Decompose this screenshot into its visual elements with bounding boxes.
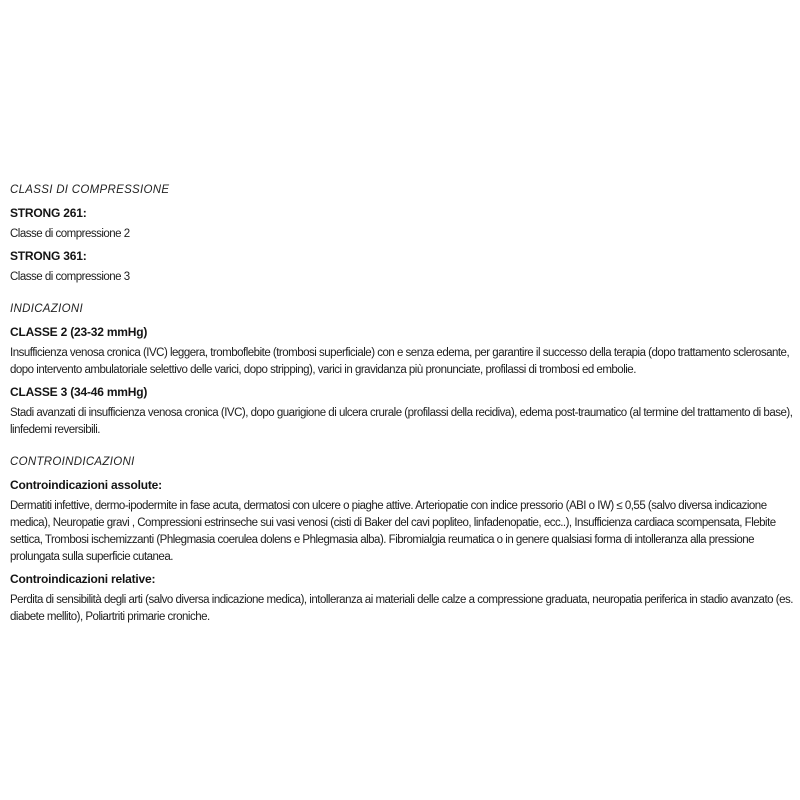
section-indicazioni — [10, 302, 794, 439]
paragraph-controindicazioni-assolute: Dermatiti infettive, dermo-ipodermite in fase acuta, dermatosi con ulcere o piaghe attive. Arteriopatie con indice pressorio (ABI o IW) ≤ 0,55 (salvo diversa indicazione medica), Neuropatie gravi , Compressioni estrinseche sui vasi venosi (cisti di Baker del cavi popliteo, linfadenopatie, ecc..), Insufficienza cardiaca scompensata, Flebite settica, Trombosi ischemizzanti (Phlegmasia coerulea dolens e Phlegmasia alba). Fibromialgia reumatica o in genere qualsiasi forma di intolleranza alla pressione prolungata sulla superficie cutanea. — [10, 500, 776, 563]
label-controindicazioni-relative: Controindicazioni relative: — [10, 572, 156, 586]
label-strong-361: STRONG 361: — [10, 249, 87, 263]
section-heading-controindicazioni: CONTROINDICAZIONI — [10, 456, 135, 468]
label-strong-261: STRONG 261: — [10, 206, 87, 220]
paragraph-controindicazioni-relative: Perdita di sensibilità degli arti (salvo diversa indicazione medica), intolleranza ai materiali delle calze a compressione graduata, neuropatia periferica in stadio avanzato (es. diabete mellito), Poliartriti primarie croniche. — [10, 594, 793, 623]
text-strong-261-class: Classe di compressione 2 — [10, 228, 130, 240]
paragraph-classe-3-indications: Stadi avanzati di insufficienza venosa cronica (IVC), dopo guarigione di ulcera crurale (profilassi della recidiva), edema post-traumatico (al termine del trattamento di base), linfedemi reversibili. — [10, 407, 793, 436]
section-controindicazioni — [10, 455, 794, 626]
text-strong-361-class: Classe di compressione 3 — [10, 271, 130, 283]
label-controindicazioni-assolute: Controindicazioni assolute: — [10, 478, 162, 492]
label-classe-3-range: CLASSE 3 (34-46 mmHg) — [10, 385, 148, 399]
document-body — [10, 183, 794, 632]
section-heading-indicazioni: INDICAZIONI — [10, 303, 83, 315]
paragraph-classe-2-indications: Insufficienza venosa cronica (IVC) leggera, tromboflebite (trombosi superficiale) con e senza edema, per garantire il successo della terapia (dopo trattamento sclerosante, dopo intervento ambulatoriale selettivo delle varici, dopo stripping), varici in gravidanza più pronunciate, profilassi di trombosi ed embolie. — [10, 347, 790, 376]
section-classi-di-compressione — [10, 183, 794, 286]
section-heading-classi-di-compressione: CLASSI DI COMPRESSIONE — [10, 184, 170, 196]
label-classe-2-range: CLASSE 2 (23-32 mmHg) — [10, 325, 148, 339]
